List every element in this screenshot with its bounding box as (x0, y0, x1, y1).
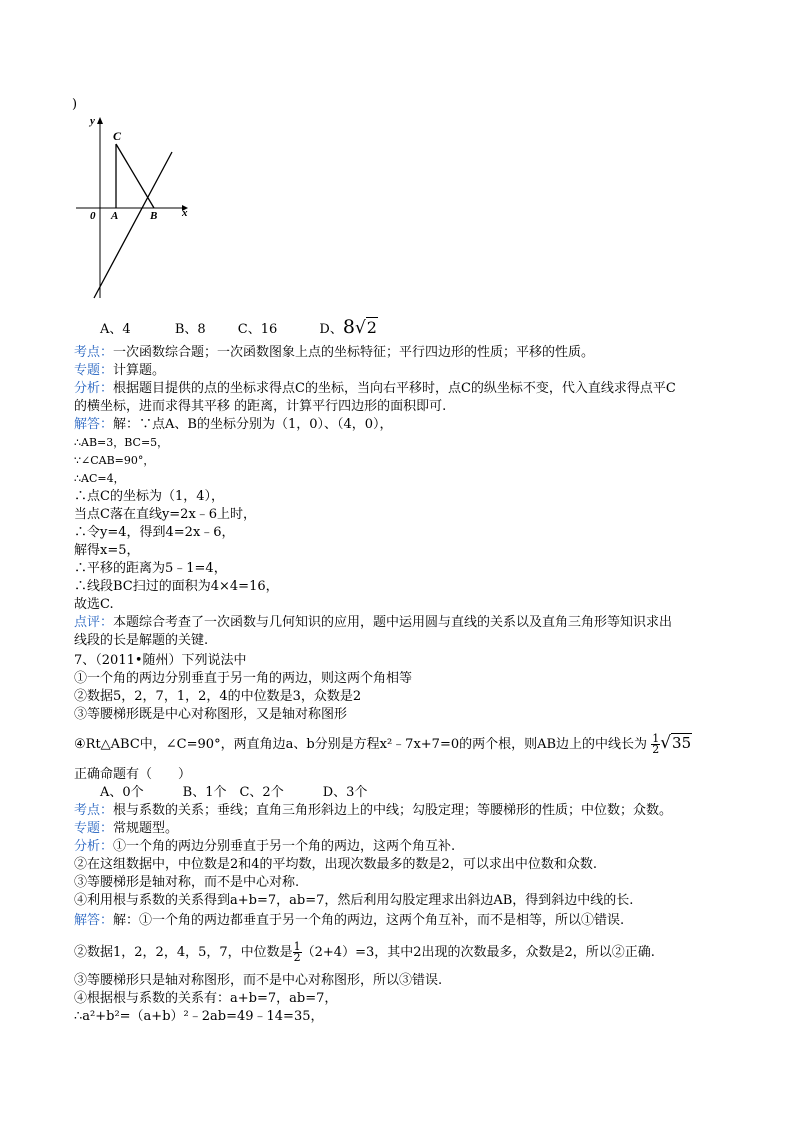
q7-fenxi-1: 分析：①一个角的两边分别垂直于另一个角的两边，这两个角互补. (74, 839, 456, 854)
q7-title: 7、（2011•随州）下列说法中 (74, 653, 247, 668)
label-b: B (150, 210, 158, 222)
q7-fenxi-2: ②在这组数据中，中位数是2和4的平均数，出现次数最多的数是2，可以求出中位数和众数. (74, 857, 597, 872)
fraction-half-2: $\frac{1}{2}$ (293, 940, 301, 964)
q6-step-7: 解得x=5， (74, 543, 140, 558)
choice-c: C、16 (237, 322, 278, 337)
q7-jieda-2: ②数据1，2，2，4，5，7，中位数是 $\frac{1}{2}$ （2+4）=3，其中2出现的次数最多，众数是2，所以②正确. (74, 940, 655, 964)
segment-cb (116, 144, 154, 208)
label-c: C (113, 129, 122, 143)
q6-step-4: ∴点C的坐标为（1，4）， (74, 489, 224, 504)
q6-step-3: ∴AC=4， (74, 472, 125, 485)
y-arrow (97, 117, 103, 124)
choice-d: D、8√2 (319, 316, 377, 338)
q7-statement-1: ①一个角的两边分别垂直于另一角的两边，则这两个角相等 (74, 671, 413, 686)
q7-statement-3: ③等腰梯形既是中心对称图形，又是轴对称图形 (74, 707, 348, 722)
label-x: x (182, 207, 188, 219)
q6-dianping-2: 线段的长是解题的关键. (74, 633, 209, 648)
q7-statement-2: ②数据5，2，7，1，2，4的中位数是3，众数是2 (74, 689, 362, 704)
q6-fenxi-1: 分析：根据题目提供的点的坐标求得点C的坐标，当向右平移时，点C的纵坐标不变，代入直线求得点平C (74, 381, 676, 396)
q7-zhuanti: 专题：常规题型。 (74, 821, 179, 836)
q6-step-9: ∴线段BC扫过的面积为4×4=16， (74, 579, 279, 594)
q7-ask: 正确命题有（ ） (74, 767, 192, 782)
q7-statement-4: ④Rt△ABC中，∠C=90°，两直角边a、b分别是方程x²﹣7x+7=0的两个根，则AB边上的中线长为 $\frac{1}{2}$ √35 (74, 732, 692, 756)
q6-fenxi-2: 的横坐标，进而求得其平移 的距离，计算平行四边形的面积即可. (74, 399, 447, 414)
q6-kaodian: 考点：一次函数综合题；一次函数图象上点的坐标特征；平行四边形的性质；平移的性质。 (74, 345, 595, 360)
label-a: A (111, 210, 119, 222)
fraction-half: $\frac{1}{2}$ (652, 732, 660, 756)
q6-choices (100, 318, 378, 339)
q7-jieda-3: ③等腰梯形只是轴对称图形，而不是中心对称图形，所以③错误. (74, 973, 443, 988)
choice-b: B、8 (174, 322, 206, 337)
q6-dianping-1: 点评：本题综合考查了一次函数与几何知识的应用，题中运用圆与直线的关系以及直角三角形等知识求出 (74, 615, 673, 630)
q7-fenxi-3: ③等腰梯形是轴对称，而不是中心对称. (74, 875, 300, 890)
q6-step-8: ∴平移的距离为5﹣1=4， (74, 561, 227, 576)
q6-step-1: ∴AB=3，BC=5， (74, 436, 169, 449)
paren-close: ) (72, 97, 78, 112)
coordinate-figure (72, 112, 192, 302)
choice-a: A、4 (100, 322, 131, 337)
q7-kaodian: 考点：根与系数的关系；垂线；直角三角形斜边上的中线；勾股定理；等腰梯形的性质；中位数；众数。 (74, 803, 673, 818)
q7-jieda-4: ④根据根与系数的关系有：a+b=7，ab=7， (74, 991, 338, 1006)
q7-choices: A、0个 B、1个 C、2个 D、3个 (100, 785, 368, 800)
label-o: 0 (90, 210, 96, 222)
q6-step-5: 当点C落在直线y=2x﹣6上时， (74, 507, 257, 522)
q6-zhuanti: 专题：计算题。 (74, 363, 166, 378)
label-y: y (90, 115, 95, 127)
q6-step-2: ∵∠CAB=90°， (74, 454, 155, 467)
q7-jieda-5: ∴a²+b²=（a+b）²﹣2ab=49﹣14=35， (74, 1009, 324, 1024)
q7-fenxi-4: ④利用根与系数的关系得到a+b=7，ab=7，然后利用勾股定理求出斜边AB，得到斜边中线的长. (74, 893, 634, 908)
q6-jieda: 解答：解：∵点A、B的坐标分别为（1，0）、（4，0）， (74, 417, 393, 432)
q6-step-10: 故选C. (74, 597, 114, 612)
q6-step-6: ∴令y=4，得到4=2x﹣6， (74, 525, 235, 540)
q7-jieda-1: 解答：解：①一个角的两边都垂直于另一个角的两边，这两个角互补，而不是相等，所以①错误. (74, 913, 625, 928)
